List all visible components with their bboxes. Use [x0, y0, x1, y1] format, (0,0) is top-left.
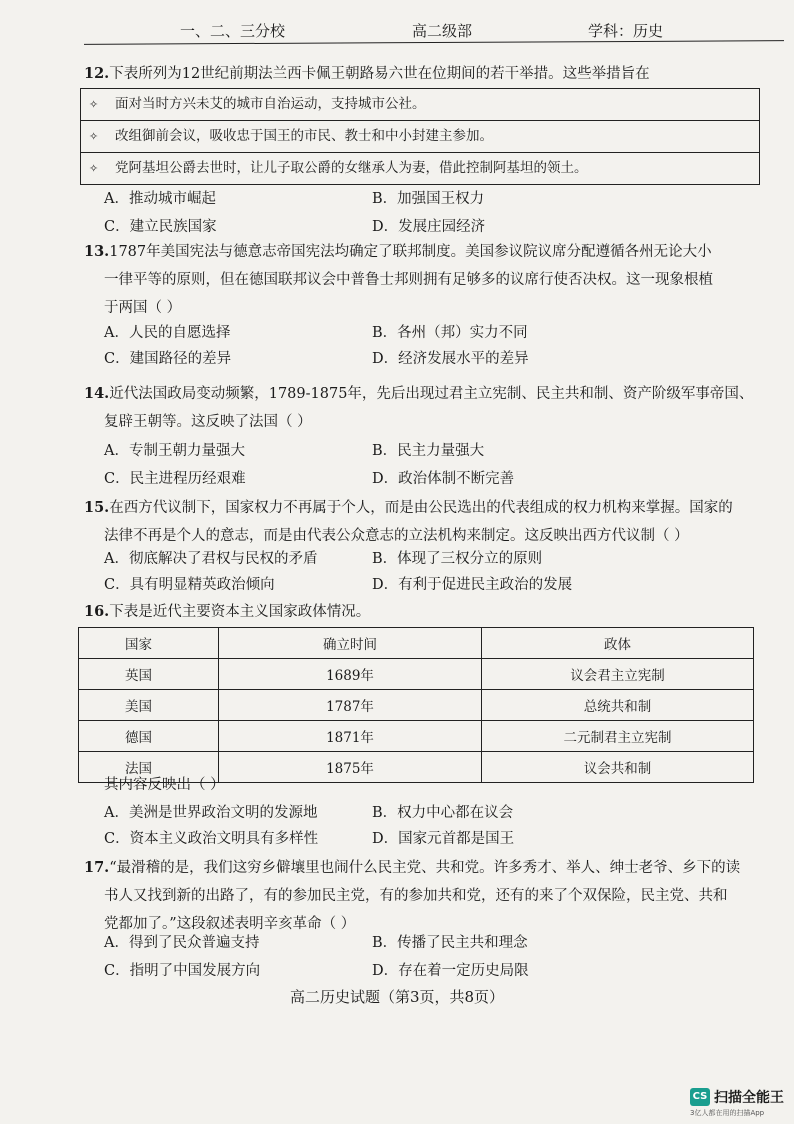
option-b[interactable]: B．权力中心都在议会 [372, 805, 514, 821]
table-cell: 1787年 [219, 690, 482, 721]
option-a[interactable]: A．推动城市崛起 [104, 191, 216, 207]
table-cell: 总统共和制 [482, 690, 754, 721]
q12-measure-row: ✧ 面对当时方兴未艾的城市自治运动，支持城市公社。 [81, 89, 759, 121]
table-cell: 1871年 [219, 721, 482, 752]
q13-stem: 13.1787年美国宪法与德意志帝国宪法均确定了联邦制度。美国参议院议席分配遵循各州无论大小 一律平等的原则，但在德国联邦议会中普鲁士邦则拥有足够多的议席行使否决权。这一现象根植 于两国（ ） [84, 243, 713, 316]
table-row [79, 659, 754, 690]
table-cell: 1689年 [219, 659, 482, 690]
option-d[interactable]: D．国家元首都是国王 [372, 831, 515, 847]
option-c[interactable]: C．建国路径的差异 [104, 351, 232, 367]
table-cell: 议会君主立宪制 [482, 659, 754, 690]
scanner-watermark [690, 1086, 784, 1117]
table-cell: 1875年 [219, 752, 482, 783]
table-cell: 英国 [79, 659, 219, 690]
q12-measure-row: ✧ 党阿基坦公爵去世时，让儿子取公爵的女继承人为妻，借此控制阿基坦的领土。 [81, 153, 759, 184]
table-cell: 美国 [79, 690, 219, 721]
diamond-bullet-icon: ✧ [89, 130, 99, 143]
option-b[interactable]: B．加强国王权力 [372, 191, 485, 207]
table-header-cell: 政体 [482, 628, 754, 659]
table-header-cell: 确立时间 [219, 628, 482, 659]
table-cell: 二元制君主立宪制 [482, 721, 754, 752]
q16-stem: 16.下表是近代主要资本主义国家政体情况。 [84, 603, 371, 620]
option-b[interactable]: B．民主力量强大 [372, 443, 485, 459]
option-b[interactable]: B．传播了民主共和理念 [372, 935, 528, 951]
table-row [79, 690, 754, 721]
watermark-name: 扫描全能王 [714, 1089, 784, 1106]
option-a[interactable]: A．人民的自愿选择 [104, 325, 231, 341]
header-dept: 高二级部 [412, 22, 473, 40]
option-a[interactable]: A．得到了民众普遍支持 [104, 935, 260, 951]
option-b[interactable]: B．体现了三权分立的原则 [372, 551, 543, 567]
diamond-bullet-icon: ✧ [89, 162, 99, 175]
header-subject: 学科：历史 [588, 22, 664, 40]
option-c[interactable]: C．建立民族国家 [104, 219, 217, 235]
option-d[interactable]: D．存在着一定历史局限 [372, 963, 529, 979]
option-c[interactable]: C．具有明显精英政治倾向 [104, 577, 275, 593]
q12-stem: 12.下表所列为12世纪前期法兰西卡佩王朝路易六世在位期间的若干举措。这些举措旨在 [84, 65, 650, 82]
option-d[interactable]: D．有利于促进民主政治的发展 [372, 577, 573, 593]
camscanner-logo-icon: CS [690, 1088, 710, 1106]
diamond-bullet-icon: ✧ [89, 98, 99, 111]
option-c[interactable]: C．民主进程历经艰难 [104, 471, 246, 487]
option-c[interactable]: C．指明了中国发展方向 [104, 963, 261, 979]
option-d[interactable]: D．政治体制不断完善 [372, 471, 515, 487]
option-a[interactable]: A．美洲是世界政治文明的发源地 [104, 805, 318, 821]
q12-measure-row: ✧ 改组御前会议，吸收忠于国王的市民、教士和中小封建主参加。 [81, 121, 759, 153]
q17-stem: 17.“最滑稽的是，我们这穷乡僻壤里也闹什么民主党、共和党。许多秀才、举人、绅士老爷、乡下的读 书人又找到新的出路了，有的参加民主党，有的参加共和党，还有的来了个双保险，民主党、共和 党都加了。”这段叙述表明辛亥革命（ ） [84, 859, 741, 932]
table-cell: 德国 [79, 721, 219, 752]
watermark-tagline: 3亿人都在用的扫描App [690, 1109, 765, 1117]
option-d[interactable]: D．经济发展水平的差异 [372, 351, 529, 367]
q15-stem: 15.在西方代议制下，国家权力不再属于个人，而是由公民选出的代表组成的权力机构来掌握。国家的 法律不再是个人的意志，而是由代表公众意志的立法机构来制定。这反映出西方代议制（ ） [84, 499, 733, 544]
table-header-cell: 国家 [79, 628, 219, 659]
table-header-row [79, 628, 754, 659]
option-b[interactable]: B．各州（邦）实力不同 [372, 325, 528, 341]
page-footer: 高二历史试题（第3页，共8页） [289, 988, 505, 1006]
q16-prompt: 其内容反映出（ ） [104, 777, 225, 793]
option-a[interactable]: A．专制王朝力量强大 [104, 443, 245, 459]
table-row [79, 721, 754, 752]
q16-government-table [78, 627, 754, 783]
q14-stem: 14.近代法国政局变动频繁，1789-1875年，先后出现过君主立宪制、民主共和制、资产阶级军事帝国、 复辟王朝等。这反映了法国（ ） [84, 385, 754, 430]
header-school: 一、二、三分校 [180, 22, 286, 40]
option-d[interactable]: D．发展庄园经济 [372, 219, 486, 235]
table-cell: 议会共和制 [482, 752, 754, 783]
option-c[interactable]: C．资本主义政治文明具有多样性 [104, 831, 319, 847]
q12-measures-box [80, 88, 760, 185]
table-cell: 法国 [79, 752, 219, 783]
option-a[interactable]: A．彻底解决了君权与民权的矛盾 [104, 551, 318, 567]
